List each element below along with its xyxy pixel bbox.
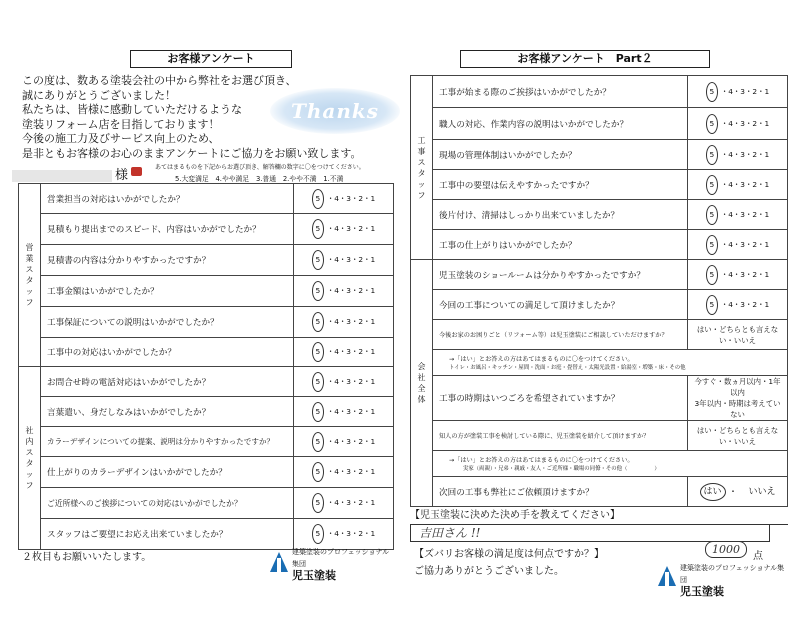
table-row bbox=[411, 108, 788, 140]
page-title: お客様アンケート Part２ bbox=[460, 50, 710, 68]
table-row bbox=[19, 427, 394, 457]
category-label: 社内スタッフ bbox=[19, 367, 41, 550]
survey-table-left bbox=[18, 183, 394, 550]
table-row bbox=[411, 350, 788, 376]
decider-question: 【児玉塗装に決めた決め手を教えてください】 bbox=[410, 508, 788, 525]
company-name: 児玉塗装 bbox=[680, 585, 724, 598]
circled-answer: 5 bbox=[312, 342, 324, 362]
survey-page-1 bbox=[12, 0, 394, 622]
table-row bbox=[411, 320, 788, 350]
follow-up-note: →「はい」とお答えの方はあてはまるものに〇をつけてください。 トイレ・お風呂・キッチン・屋間・洗面・お庭・畳替え・太陽光設置・給湯室・増築・床・その他 bbox=[433, 350, 788, 376]
rating-answer[interactable]: 5 ・4・3・2・1 bbox=[688, 108, 788, 140]
table-row bbox=[411, 376, 788, 421]
rating-answer[interactable]: 5 ・4・3・2・1 bbox=[294, 276, 394, 307]
table-row bbox=[19, 245, 394, 276]
table-row bbox=[411, 477, 788, 507]
question-text: カラーデザインについての提案、説明は分かりやすかったですか？ bbox=[41, 427, 294, 457]
question-text: 職人の対応、作業内容の説明はいかがでしたか？ bbox=[433, 108, 688, 140]
rating-scale-legend: 5.大変満足 4.やや満足 3.普通 2.やや不満 1.不満 bbox=[175, 175, 344, 183]
choice-answer[interactable]: はい・どちらとも言えない・いいえ bbox=[688, 320, 788, 350]
table-row bbox=[19, 397, 394, 427]
table-row bbox=[411, 421, 788, 451]
intro-text: この度は、数ある塗装会社の中から弊社をお選び頂き、 誠にありがとうございました！ 私たちは、皆様に感動していただけるような 塗装リフォーム店を目指しております！ 今後の施工力及びサービス向上のため、 是非ともお客様のお心のままアンケートにご協力をお願い致します。 bbox=[22, 74, 362, 160]
customer-name-row bbox=[12, 160, 394, 184]
rating-answer[interactable]: 5 ・4・3・2・1 bbox=[294, 427, 394, 457]
rating-answer[interactable]: 5 ・4・3・2・1 bbox=[294, 519, 394, 550]
table-row bbox=[411, 451, 788, 477]
question-text: 工事中の対応はいかがでしたか？ bbox=[41, 338, 294, 367]
company-block bbox=[680, 562, 788, 599]
page-title: お客様アンケート bbox=[130, 50, 292, 68]
question-text: 工事中の要望は伝えやすかったですか？ bbox=[433, 170, 688, 200]
company-tagline: 建築塗装のプロフェッショナル集団 bbox=[292, 548, 390, 568]
score-question: 【ズバリお客様の満足度は何点ですか？】 bbox=[414, 549, 604, 560]
rating-answer[interactable]: 5 ・4・3・2・1 bbox=[294, 367, 394, 397]
honorific: 様 bbox=[115, 168, 129, 183]
question-text: 工事の時期はいつごろを希望されていますか？ bbox=[433, 376, 688, 421]
rating-answer[interactable]: 5 ・4・3・2・1 bbox=[688, 230, 788, 260]
table-row bbox=[19, 457, 394, 488]
rating-answer[interactable]: 5 ・4・3・2・1 bbox=[688, 200, 788, 230]
table-row bbox=[19, 307, 394, 338]
follow-up-note: →「はい」とお答えの方はあてはまるものに〇をつけてください。 実家（両親）・兄弟・親戚・友人・ご近所様・職場の同僚・その他（ ） bbox=[433, 451, 788, 477]
rating-answer[interactable]: 5 ・4・3・2・1 bbox=[688, 140, 788, 170]
question-text: 次回の工事も弊社にご依頼頂けますか？ bbox=[433, 477, 688, 507]
question-text: 言葉遣い、身だしなみはいかがでしたか？ bbox=[41, 397, 294, 427]
table-row bbox=[411, 290, 788, 320]
circled-answer: 5 bbox=[706, 114, 718, 134]
company-block bbox=[292, 546, 394, 583]
category-label: 営業スタッフ bbox=[19, 184, 41, 367]
rating-answer[interactable]: 5 ・4・3・2・1 bbox=[688, 290, 788, 320]
question-text: 工事金額はいかがでしたか？ bbox=[41, 276, 294, 307]
company-logo-icon bbox=[658, 566, 676, 586]
rating-answer[interactable]: 5 ・4・3・2・1 bbox=[294, 307, 394, 338]
circled-answer: 5 bbox=[312, 219, 324, 239]
seal-stamp bbox=[131, 167, 142, 176]
question-text: 児玉塗装のショールームは分かりやすかったですか？ bbox=[433, 260, 688, 290]
category-label: 会社全体 bbox=[411, 260, 433, 507]
question-text: 工事の仕上がりはいかがでしたか？ bbox=[433, 230, 688, 260]
choice-answer[interactable]: はい・どちらとも言えない・いいえ bbox=[688, 421, 788, 451]
circled-answer: 5 bbox=[706, 205, 718, 225]
circled-answer: 5 bbox=[312, 372, 324, 392]
table-row bbox=[19, 338, 394, 367]
rating-answer[interactable]: 5 ・4・3・2・1 bbox=[688, 170, 788, 200]
rating-answer[interactable]: 5 ・4・3・2・1 bbox=[294, 184, 394, 214]
table-row bbox=[19, 184, 394, 214]
circled-answer: 5 bbox=[312, 493, 324, 513]
rating-answer[interactable]: 5 ・4・3・2・1 bbox=[294, 338, 394, 367]
rating-answer[interactable]: 5 ・4・3・2・1 bbox=[294, 457, 394, 488]
score-answer-field[interactable]: 1000 bbox=[705, 541, 747, 558]
next-page-note: ２枚目もお願いいたします。 bbox=[22, 552, 152, 563]
question-text: 今後お家のお困りごと（リフォーム等）は児玉塗装にご相談していただけますか？ bbox=[433, 320, 688, 350]
table-row bbox=[19, 276, 394, 307]
table-row bbox=[411, 140, 788, 170]
question-text: 営業担当の対応はいかがでしたか？ bbox=[41, 184, 294, 214]
question-text: 仕上がりのカラーデザインはいかがでしたか？ bbox=[41, 457, 294, 488]
score-unit: 点 bbox=[753, 551, 763, 562]
rating-answer[interactable]: 5 ・4・3・2・1 bbox=[294, 245, 394, 276]
decider-answer-field[interactable]: 吉田さん !! bbox=[410, 524, 770, 542]
question-text: 見積もり提出までのスピード、内容はいかがでしたか？ bbox=[41, 214, 294, 245]
circled-answer: 5 bbox=[312, 189, 324, 209]
circled-answer: 5 bbox=[706, 235, 718, 255]
rating-answer[interactable]: 5 ・4・3・2・1 bbox=[294, 214, 394, 245]
question-text: お問合せ時の電話対応はいかがでしたか？ bbox=[41, 367, 294, 397]
table-row bbox=[411, 170, 788, 200]
timing-answer[interactable]: 今すぐ・数ヵ月以内・1年以内 3年以内・時期は考えていない bbox=[688, 376, 788, 421]
circled-answer: 5 bbox=[312, 312, 324, 332]
circled-answer: 5 bbox=[706, 82, 718, 102]
category-label: 工事スタッフ bbox=[411, 76, 433, 260]
question-text: 工事保証についての説明はいかがでしたか？ bbox=[41, 307, 294, 338]
table-row bbox=[411, 230, 788, 260]
question-text: 今回の工事についての満足して頂けましたか？ bbox=[433, 290, 688, 320]
customer-name-redacted bbox=[12, 170, 112, 182]
table-row bbox=[411, 76, 788, 108]
circled-answer: 5 bbox=[312, 524, 324, 544]
scale-instructions: あてはまるものを下記からお選び頂き、解答欄の数字に〇をつけてください。 bbox=[155, 164, 365, 171]
table-row bbox=[411, 200, 788, 230]
circled-answer: 5 bbox=[312, 462, 324, 482]
circled-answer: 5 bbox=[312, 250, 324, 270]
circled-answer: 5 bbox=[312, 281, 324, 301]
question-text: 知人の方が塗装工事を検討している際に、児玉塗装を紹介して頂けますか？ bbox=[433, 421, 688, 451]
table-row bbox=[19, 214, 394, 245]
survey-table-right bbox=[410, 75, 788, 507]
thanks-line: ご協力ありがとうございました。 bbox=[414, 566, 564, 577]
yes-no-answer[interactable]: はい ・ いいえ bbox=[688, 477, 788, 507]
table-row bbox=[19, 488, 394, 519]
circled-answer: 5 bbox=[312, 432, 324, 452]
table-row bbox=[19, 367, 394, 397]
question-text: 後片付け、清掃はしっかり出来ていましたか？ bbox=[433, 200, 688, 230]
rating-answer[interactable]: 5 ・4・3・2・1 bbox=[294, 488, 394, 519]
company-tagline: 建築塗装のプロフェッショナル集団 bbox=[680, 564, 785, 584]
rating-answer[interactable]: 5 ・4・3・2・1 bbox=[294, 397, 394, 427]
company-name: 児玉塗装 bbox=[292, 569, 336, 582]
circled-answer: 5 bbox=[706, 175, 718, 195]
question-text: 工事が始まる際のご挨拶はいかがでしたか？ bbox=[433, 76, 688, 108]
circled-answer: 5 bbox=[706, 145, 718, 165]
table-row bbox=[411, 260, 788, 290]
circled-answer: 5 bbox=[312, 402, 324, 422]
question-text: 見積書の内容は分かりやすかったですか？ bbox=[41, 245, 294, 276]
rating-answer[interactable]: 5 ・4・3・2・1 bbox=[688, 260, 788, 290]
question-text: スタッフはご要望にお応え出来ていましたか？ bbox=[41, 519, 294, 550]
rating-answer[interactable]: 5 ・4・3・2・1 bbox=[688, 76, 788, 108]
question-text: 現場の管理体制はいかがでしたか？ bbox=[433, 140, 688, 170]
survey-page-2 bbox=[410, 0, 788, 622]
company-logo-icon bbox=[270, 552, 288, 572]
table-row bbox=[19, 519, 394, 550]
thanks-watercolor-art: Thanks bbox=[270, 88, 400, 134]
question-text: ご近所様へのご挨拶についての対応はいかがでしたか？ bbox=[41, 488, 294, 519]
